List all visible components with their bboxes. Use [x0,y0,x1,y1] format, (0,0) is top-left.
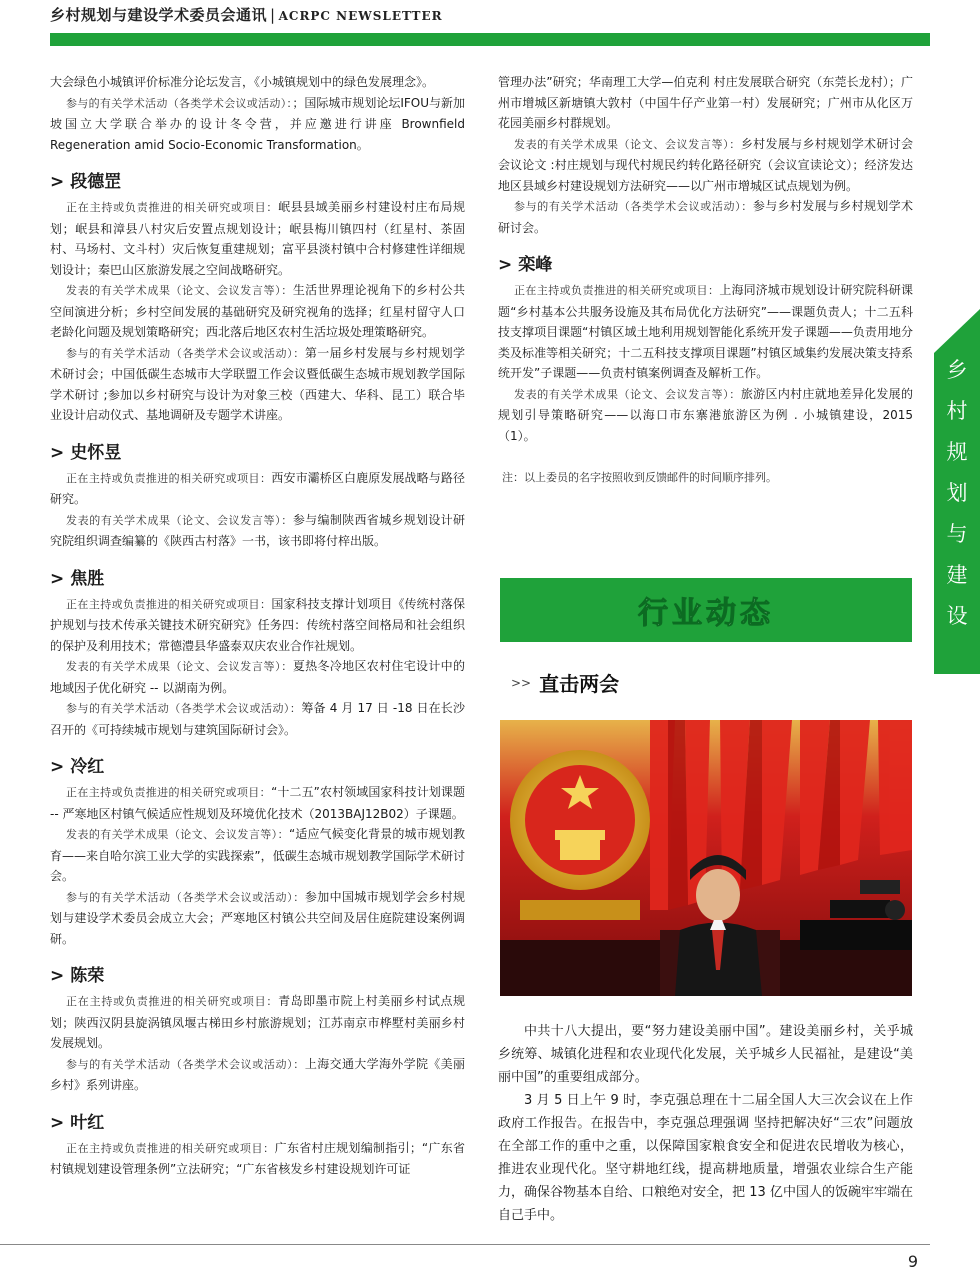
subsection-heading [511,668,619,697]
member-name-text: 段德罡 [70,172,122,192]
newsletter-header [50,4,443,25]
entry-label: 参与的有关学术活动（各类学术会议或活动）： [66,702,302,715]
entry-label: 正在主持或负责推进的相关研究或项目： [514,284,720,297]
entry-label: 参与的有关学术活动（各类学术会议或活动）： [66,96,293,110]
entry-text: 参与乡村发展与乡村规划学术研讨会。 [498,199,913,235]
side-tab-char: 设 [946,604,968,628]
member-entry [50,698,465,740]
entry-text: 参与编制陕西省城乡规划设计研究院组织调查编纂的《陕西古村落》一书，该书即将付梓出版。 [50,512,465,548]
member-name-text: 史怀昱 [70,442,122,463]
entry-text: “适应气候变化背景的城市规划教育——来自哈尔滨工业大学的实践探索”，低碳生态城市规划教学国际学术研讨会。 [50,827,466,883]
entry-text: 夏热冬冷地区农村住宅设计中的地域因子优化研究 -- 以湖南为例。 [50,659,465,695]
member-entry [50,468,465,510]
entry-text: 生活世界理论视角下的乡村公共空间演进分析；乡村空间发展的基础研究及研究视角的选择；红星村留守人口老龄化问题及规划策略研究；西北落后地区农村生活垃圾处理策略研究。 [50,283,465,339]
member-name: > 冷红 [50,757,105,777]
header-green-bar [50,33,930,46]
continued-text: 管理办法”研究；华南理工大学—伯克利 村庄发展联合研究（东莞长龙村）；广州市增城区新塘镇大敦村（中国牛仔产业第一村）发展研究；广州市从化区万花园美丽乡村群规划。 [498,75,913,130]
member-entry [50,280,465,343]
member-name-text: 陈荣 [70,966,105,986]
member-entry [50,197,465,280]
member-entry [50,991,465,1054]
congress-photo [500,720,912,996]
member-entry [50,1138,465,1180]
entry-label: 正在主持或负责推进的相关研究或项目： [66,201,279,214]
entry-text: 旅游区内村庄就地差异化发展的规划引导策略研究——以海口市东寨港旅游区为例 . 小城镇建设，2015（1）。 [498,386,913,443]
member-name: > 段德罡 [50,172,122,192]
page-number: 9 [907,1252,918,1271]
member-entry [50,594,465,657]
entry-label: 发表的有关学术成果（论文、会议发言等）： [66,284,293,297]
member-entry [50,656,465,698]
member-entry [50,510,465,552]
entry-text: “十二五”农村领域国家科技计划课题 -- 严寒地区村镇气候适应性规划及环境优化技术（2013BAJ12B02）子课题。 [50,785,465,821]
section-banner-title: 行业动态 [638,596,774,631]
side-tab-char: 与 [946,522,968,546]
intro-text: 大会绿色小城镇评价标准分论坛发言，《小城镇规划中的绿色发展理念》。 [50,75,435,89]
entry-label: 正在主持或负责推进的相关研究或项目： [66,471,272,485]
entry-text: 国家科技支撑计划项目《传统村落保护规划与技术传承关键技术研究研究》任务四：传统村落空间格局和社会组织的保护及利用技术；常德澧县华盛泰双庆农业合作社规划。 [50,596,465,653]
member-entry [498,134,913,197]
member-entry [50,824,465,887]
side-tab-char: 规 [946,440,968,464]
entry-text: 参加中国城市规划学会乡村规划与建设学术委员会成立大会；严寒地区村镇公共空间及居住庭院建设案例调研。 [50,889,465,946]
member-entry [50,343,465,426]
member-name: > 陈荣 [50,966,105,986]
entry-label: 发表的有关学术成果（论文、会议发言等）： [514,137,741,151]
side-tab-char: 划 [946,481,968,505]
entry-label: 发表的有关学术成果（论文、会议发言等）： [66,828,290,841]
subsection-title: 直击两会 [539,672,620,696]
entry-label: 正在主持或负责推进的相关研究或项目： [66,1141,275,1155]
member-entry [498,196,913,238]
entry-text: 上海交通大学海外学院《美丽乡村》系列讲座。 [50,1056,465,1092]
article-paragraph: 3 月 5 日上午 9 时，李克强总理在十二届全国人大三次会议在上作政府工作报告。在报告中，李克强总理强调 坚持把解决好“三农”问题放在全部工作的重中之重，以保障国家粮食安全和促进农民增收为核心，推进农业现代化。坚守耕地红线，提高耕地质量，增强农业综合生产能力，确保谷物基本自给、口粮绝对安全，把 13 亿中国人的饭碗牢牢端在自己手中。 [498,1093,913,1223]
entry-label: 参与的有关学术活动（各类学术会议或活动）： [514,200,753,213]
side-tab-char: 村 [946,399,968,423]
member-name: > 栾峰 [498,255,553,275]
intro-activity [50,93,465,156]
double-chevron-icon: >> [511,675,532,690]
member-entry [50,1054,465,1096]
entry-label: 参与的有关学术活动（各类学术会议或活动）： [66,346,305,360]
entry-text: 上海同济城市规划设计研究院科研课题“乡村基本公共服务设施及其布局优化方法研究”——课题负责人；十二五科技支撑项目课题“村镇区域土地利用规划智能化系统开发子课题——负责用地分类及标准等相关研究；十二五科技支撑项目课题”村镇区域集约发展决策支持系统开发”子课题——负责村镇案例调查及解析工作。 [498,283,913,380]
entry-label: 发表的有关学术成果（论文、会议发言等）： [514,387,741,401]
side-tab-text [934,350,980,637]
header-title-en: ACRPC NEWSLETTER [278,9,443,23]
entry-text: 第一届乡村发展与乡村规划学术研讨会；中国低碳生态城市大学联盟工作会议暨低碳生态城市规划教学国际学术研讨 ;参加以乡村研究与设计为对象三校（西建大、华科、昆工）联合毕业设计启动仪式、基地调研及专题学术讲座。 [50,345,465,422]
congress-photo-illustration [500,720,912,996]
member-entry [50,887,465,950]
member-entry [50,782,465,824]
entry-label: 参与的有关学术活动（各类学术会议或活动）： [66,1057,305,1071]
article-paragraph: 中共十八大提出，要“努力建设美丽中国”。建设美丽乡村，关乎城乡统筹、城镇化进程和农业现代化发展，关乎城乡人民福祉，是建设“美丽中国”的重要组成部分。 [498,1024,913,1085]
member-entry [498,280,913,384]
member-name: > 焦胜 [50,568,105,589]
header-title-cn: 乡村规划与建设学术委员会通讯 [50,6,268,24]
entry-text: ；国际城市规划论坛IFOU与新加坡国立大学联合举办的设计冬令营，并应邀进行讲座 Brownfield Regeneration amid Socio-Economic Transformation。 [50,95,465,152]
left-column [50,72,465,1180]
entry-text: 西安市灞桥区白鹿原发展战略与路径研究。 [50,470,465,506]
entry-label: 正在主持或负责推进的相关研究或项目： [66,597,272,611]
ordering-note: 注：以上委员的名字按照收到反馈邮件的时间顺序排列。 [502,471,777,484]
entry-text: 乡村发展与乡村规划学术研讨会会议论文 :村庄规划与现代村规民约转化路径研究（会议宣读论文）；经济发达地区县域乡村建设规划方法研究——以广州市增城区试点规划为例。 [498,136,913,193]
member-name-text: 栾峰 [518,255,553,275]
right-column [498,72,913,489]
side-tab-char: 乡 [946,358,968,382]
article-body [498,1020,913,1227]
footer-rule [0,1244,930,1245]
member-name-text: 焦胜 [70,568,105,589]
member-name-text: 叶红 [70,1112,105,1133]
member-name: > 叶红 [50,1112,105,1133]
entry-label: 发表的有关学术成果（论文、会议发言等）： [66,513,293,527]
entry-label: 正在主持或负责推进的相关研究或项目： [66,995,279,1008]
section-banner [500,578,912,642]
entry-text: 筹备 4 月 17 日 -18 日在长沙召开的《可持续城市规划与建筑国际研讨会》。 [50,701,465,737]
member-entry [498,384,913,447]
entry-label: 正在主持或负责推进的相关研究或项目： [66,786,272,799]
side-tab-char: 建 [946,563,968,587]
member-name-text: 冷红 [70,757,105,777]
entry-text: 青岛即墨市院上村美丽乡村试点规划；陕西汉阴县旋涡镇凤堰古梯田乡村旅游规划；江苏南京市桦墅村美丽乡村发展规划。 [50,994,465,1050]
entry-label: 发表的有关学术成果（论文、会议发言等）： [66,660,293,673]
member-name: > 史怀昱 [50,442,122,463]
entry-text: 广东省村庄规划编制指引；“广东省村镇规划建设管理条例”立法研究；“广东省核发乡村建设规划许可证 [50,1140,465,1176]
header-separator: | [270,6,276,24]
entry-text: 岷县县域美丽乡村建设村庄布局规划；岷县和漳县八村灾后安置点规划设计；岷县梅川镇四村（红星村、茶固村、马场村、文斗村）灾后恢复重建规划；富平县淡村镇中合村修建性详细规划设计；秦巴山区旅游发展之空间战略研究。 [50,200,465,277]
entry-label: 参与的有关学术活动（各类学术会议或活动）： [66,890,305,904]
